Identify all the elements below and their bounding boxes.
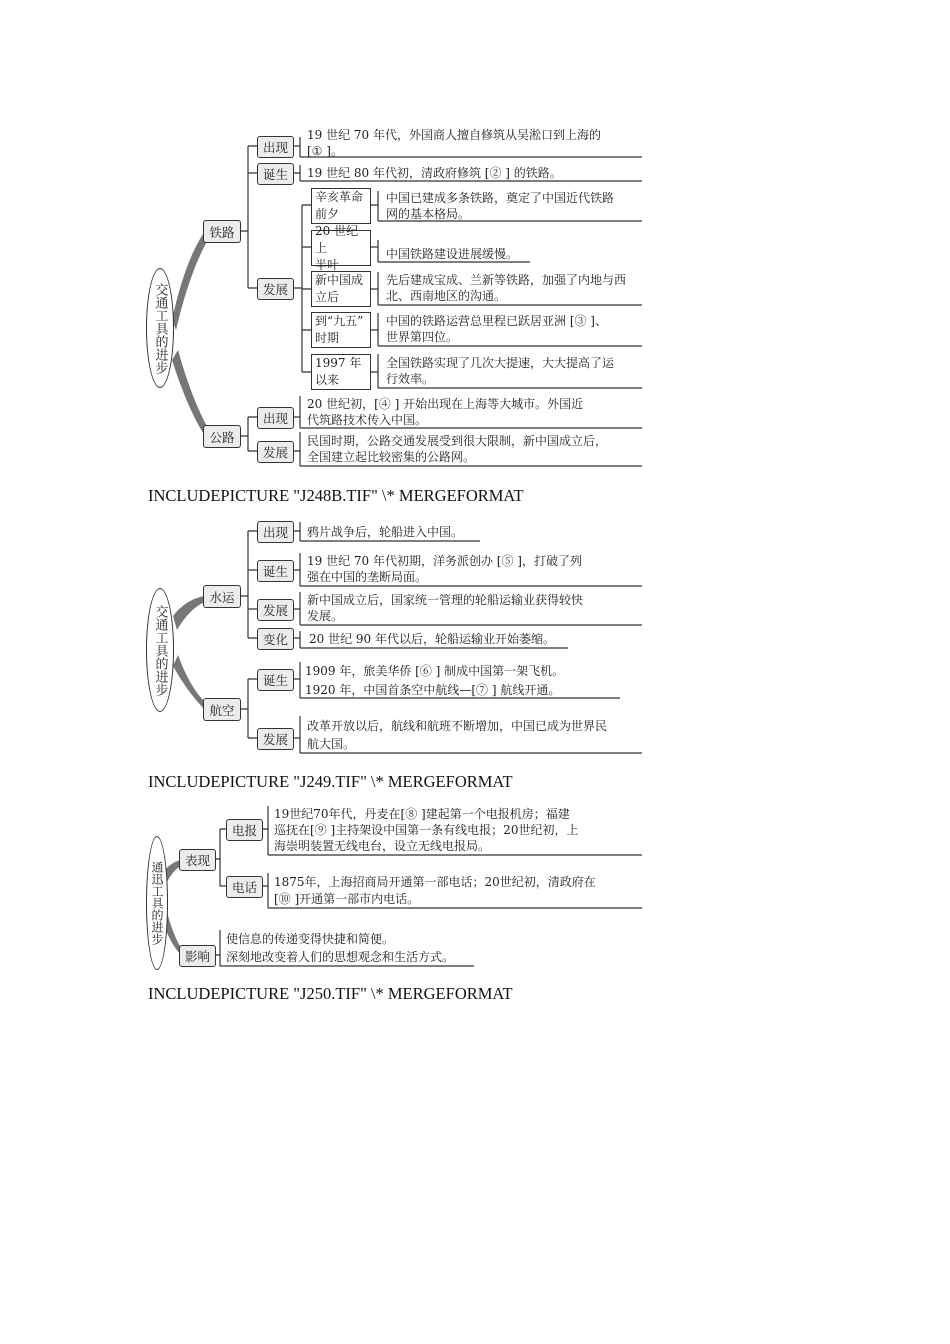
impact-line2: 深刻地改变着人们的思想观念和生活方式。 <box>226 950 455 964</box>
period-1-line1: 中国已建成多条铁路，奠定了中国近代铁路 <box>386 191 615 205</box>
phone-line2: [⑩ ]开通第一部市内电话。 <box>274 892 420 906</box>
water-change-text: 20 世纪 90 年代以后，轮船运输业开始萎缩。 <box>309 632 555 646</box>
node-telegraph: 电报 <box>226 819 263 841</box>
node-show: 表现 <box>179 849 216 871</box>
road-appear-line2: 代筑路技术传入中国。 <box>307 413 428 427</box>
air-develop-line2: 航大国。 <box>307 737 356 751</box>
period-4-line2: 世界第四位。 <box>386 330 459 344</box>
node-air-birth: 诞生 <box>257 669 294 691</box>
rail-appear-line1: 19 世纪 70 年代，外国商人擅自修筑从吴淞口到上海的 <box>307 128 601 142</box>
node-rail-develop: 发展 <box>257 278 294 300</box>
impact-line1: 使信息的传递变得快捷和简便。 <box>226 932 395 946</box>
node-rail-birth: 诞生 <box>257 163 294 185</box>
period-box-5: 1997 年 以来 <box>311 354 371 390</box>
road-appear-line1: 20 世纪初，[④ ] 开始出现在上海等大城市。外国近 <box>307 397 584 411</box>
node-rail-appear: 出现 <box>257 136 294 158</box>
node-air: 航空 <box>203 698 241 721</box>
node-water-appear: 出现 <box>257 521 294 543</box>
node-water: 水运 <box>203 585 241 608</box>
water-appear-text: 鸦片战争后，轮船进入中国。 <box>307 525 464 539</box>
node-rail: 铁路 <box>203 220 241 243</box>
period-5-line2: 行效率。 <box>386 372 435 386</box>
root-oval-transport <box>146 268 174 388</box>
telegraph-line3: 海崇明装置无线电台，设立无线电报局。 <box>274 839 491 853</box>
water-develop-line2: 发展。 <box>307 609 344 623</box>
telegraph-line2: 巡抚在[⑨ ]主持架设中国第一条有线电报；20世纪初，上 <box>274 823 579 837</box>
node-road: 公路 <box>203 425 241 448</box>
water-birth-line1: 19 世纪 70 年代初期，洋务派创办 [⑤ ]，打破了列 <box>307 554 582 568</box>
node-phone: 电话 <box>226 876 263 898</box>
period-5-line1: 全国铁路实现了几次大提速，大大提高了运 <box>386 356 615 370</box>
water-develop-line1: 新中国成立后，国家统一管理的轮船运输业获得较快 <box>307 593 584 607</box>
root-oval-communication: 通迅工具的进步 <box>146 836 168 970</box>
air-birth-line1: 1909 年，旅美华侨 [⑥ ] 制成中国第一架飞机。 <box>305 664 565 678</box>
caption-1: INCLUDEPICTURE "J248B.TIF" \* MERGEFORMAT <box>148 486 524 505</box>
caption-3: INCLUDEPICTURE "J250.TIF" \* MERGEFORMAT <box>148 984 513 1003</box>
node-water-develop: 发展 <box>257 599 294 621</box>
period-box-4: 到“九五” 时期 <box>311 312 371 348</box>
node-water-birth: 诞生 <box>257 560 294 582</box>
period-box-1: 辛亥革命 前夕 <box>311 188 371 224</box>
phone-line1: 1875年，上海招商局开通第一部电话；20世纪初，清政府在 <box>274 875 596 889</box>
period-3-line2: 北、西南地区的沟通。 <box>386 289 507 303</box>
node-water-change: 变化 <box>257 628 294 650</box>
root-label: 交通工具的进步 <box>152 282 168 374</box>
rail-birth-text: 19 世纪 80 年代初，清政府修筑 [② ] 的铁路。 <box>307 166 562 180</box>
water-birth-line2: 强在中国的垄断局面。 <box>307 570 428 584</box>
root-oval-transport-2: 交通工具的进步 <box>146 588 174 712</box>
period-box-3: 新中国成 立后 <box>311 271 371 307</box>
caption-2: INCLUDEPICTURE "J249.TIF" \* MERGEFORMAT <box>148 772 513 791</box>
node-air-develop: 发展 <box>257 728 294 750</box>
node-impact: 影响 <box>179 945 216 967</box>
period-box-2: 20 世纪上 半叶 <box>311 230 371 266</box>
period-1-line2: 网的基本格局。 <box>386 207 471 221</box>
period-4-line1: 中国的铁路运营总里程已跃居亚洲 [③ ]、 <box>386 314 607 328</box>
period-2-line1: 中国铁路建设进展缓慢。 <box>386 247 519 261</box>
node-road-develop: 发展 <box>257 441 294 463</box>
road-develop-line1: 民国时期，公路交通发展受到很大限制，新中国成立后， <box>307 434 608 448</box>
air-develop-line1: 改革开放以后，航线和航班不断增加，中国已成为世界民 <box>307 719 608 733</box>
road-develop-line2: 全国建立起比较密集的公路网。 <box>307 450 476 464</box>
telegraph-line1: 19世纪70年代，丹麦在[⑧ ]建起第一个电报机房；福建 <box>274 807 570 821</box>
node-road-appear: 出现 <box>257 407 294 429</box>
period-3-line1: 先后建成宝成、兰新等铁路，加强了内地与西 <box>386 273 627 287</box>
rail-appear-line2: [① ]。 <box>307 144 343 158</box>
air-birth-line2: 1920 年，中国首条空中航线—[⑦ ] 航线开通。 <box>305 683 561 697</box>
